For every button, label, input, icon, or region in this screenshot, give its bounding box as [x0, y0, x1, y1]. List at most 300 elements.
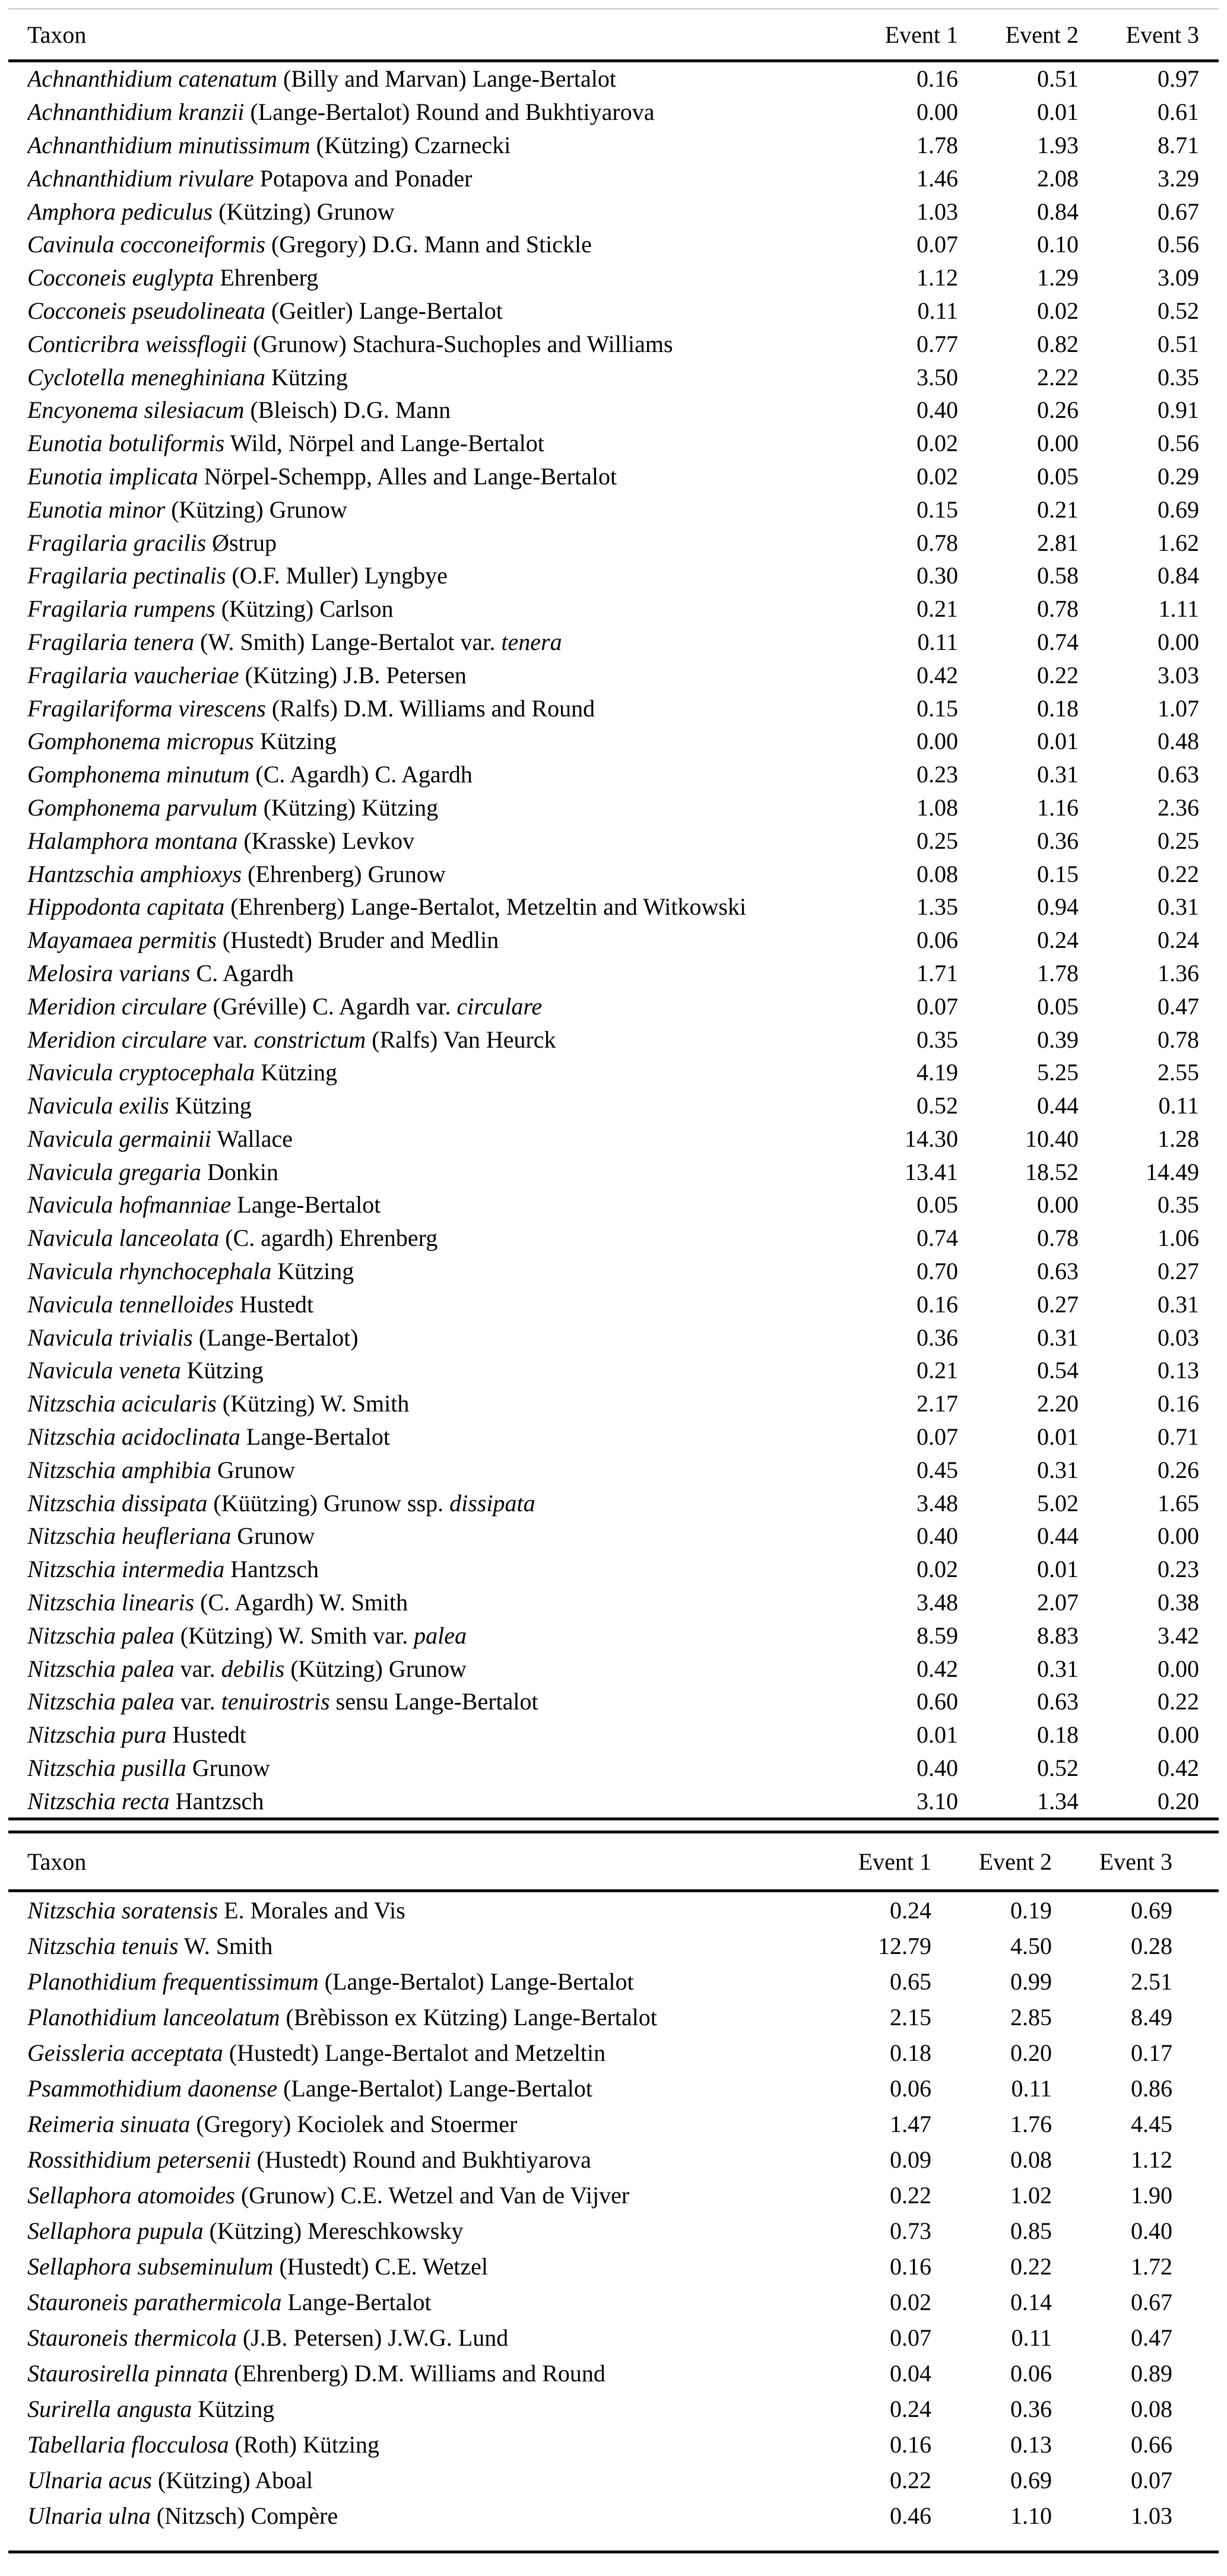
event-2-value: 0.00 [1037, 430, 1079, 457]
taxon-name: Nitzschia intermedia Hantzsch [27, 1556, 319, 1583]
event-1-value: 0.65 [890, 1968, 931, 1995]
event-1-value: 0.40 [917, 1522, 958, 1550]
table-row [0, 195, 1227, 228]
table-row [0, 2355, 1227, 2391]
table-row [0, 294, 1227, 328]
event-3-value: 0.69 [1131, 1896, 1172, 1924]
event-3-value: 0.07 [1131, 2466, 1172, 2493]
taxon-name: Nitzschia recta Hantzsch [27, 1787, 264, 1814]
event-3-value: 8.49 [1131, 2003, 1172, 2031]
event-3-value: 0.51 [1158, 330, 1199, 357]
event-1-value: 0.02 [917, 1556, 958, 1583]
event-2-value: 0.31 [1037, 761, 1079, 788]
event-1-value: 0.16 [890, 2253, 931, 2280]
event-2-value: 2.81 [1037, 529, 1079, 556]
event-1-value: 2.15 [890, 2003, 931, 2031]
event-2-value: 8.83 [1037, 1622, 1079, 1649]
event-2-value: 4.50 [1010, 1932, 1052, 1959]
table-row [0, 1155, 1227, 1188]
event-1-value: 0.11 [917, 628, 958, 655]
event-2-value: 0.10 [1037, 231, 1079, 258]
event-1-value: 0.30 [917, 562, 958, 589]
event-1-value: 0.07 [917, 992, 958, 1020]
event-2-value: 0.22 [1010, 2253, 1052, 2280]
event-1-value: 0.02 [890, 2288, 931, 2315]
taxon-name: Fragilariforma virescens (Ralfs) D.M. Williams and Round [27, 694, 595, 722]
table-row [0, 890, 1227, 924]
event-1-value: 1.12 [917, 264, 958, 291]
event-2-value: 1.93 [1037, 131, 1079, 158]
event-3-value: 3.03 [1158, 661, 1199, 689]
event-2-value: 0.02 [1037, 297, 1079, 324]
table-row [0, 1718, 1227, 1752]
event-2-value: 0.01 [1037, 728, 1079, 755]
table-row [0, 2462, 1227, 2498]
table-row [0, 1453, 1227, 1486]
event-2-value: 0.01 [1037, 99, 1079, 126]
event-2-value: 0.06 [1010, 2359, 1052, 2387]
taxon-name: Rossithidium petersenii (Hustedt) Round and Bukhtiyarova [27, 2146, 591, 2173]
table-row [0, 626, 1227, 659]
event-2-value: 0.13 [1010, 2431, 1052, 2458]
event-1-value: 3.10 [917, 1787, 958, 1814]
table-row [0, 1089, 1227, 1122]
event-1-value: 0.15 [917, 496, 958, 523]
event-1-value: 3.50 [917, 363, 958, 391]
event-3-value: 0.13 [1158, 1357, 1199, 1384]
event-1-value: 0.01 [917, 1721, 958, 1749]
taxon-name: Surirella angusta Kützing [27, 2395, 275, 2422]
table-2-body [0, 1892, 1227, 2533]
event-1-value: 1.08 [917, 794, 958, 821]
taxon-name: Cavinula cocconeiformis (Gregory) D.G. Mann and Stickle [27, 231, 592, 258]
taxon-name: Achnanthidium catenatum (Billy and Marvan) Lange-Bertalot [27, 65, 616, 93]
column-header-event-1: Event 1 [858, 1848, 931, 1875]
event-3-value: 0.25 [1158, 827, 1199, 854]
event-3-value: 0.56 [1158, 231, 1199, 258]
event-2-value: 0.82 [1037, 330, 1079, 357]
table-row [0, 1685, 1227, 1718]
event-2-value: 0.84 [1037, 198, 1079, 225]
table-row [0, 1619, 1227, 1652]
taxon-name: Nitzschia soratensis E. Morales and Vis [27, 1896, 405, 1924]
table-row [0, 2106, 1227, 2142]
table-row [0, 691, 1227, 725]
taxon-name: Sellaphora subseminulum (Hustedt) C.E. Wetzel [27, 2253, 488, 2280]
event-1-value: 12.79 [878, 1932, 931, 1959]
table-row [0, 758, 1227, 791]
event-2-value: 1.76 [1010, 2110, 1052, 2137]
table-row [0, 1652, 1227, 1685]
event-2-value: 0.36 [1037, 827, 1079, 854]
taxon-name: Eunotia botuliformis Wild, Nörpel and Lange-Bertalot [27, 430, 544, 457]
taxon-name: Psammothidium daonense (Lange-Bertalot) Lange-Bertalot [27, 2074, 592, 2102]
event-3-value: 0.97 [1158, 65, 1199, 93]
event-2-value: 0.31 [1037, 1456, 1079, 1483]
taxon-name: Nitzschia acicularis (Kützing) W. Smith [27, 1390, 410, 1417]
taxon-name: Hantzschia amphioxys (Ehrenberg) Grunow [27, 860, 446, 887]
event-3-value: 0.23 [1158, 1556, 1199, 1583]
event-3-value: 0.78 [1158, 1026, 1199, 1053]
table-row [0, 526, 1227, 559]
event-1-value: 0.36 [917, 1324, 958, 1351]
event-3-value: 0.67 [1158, 198, 1199, 225]
table-row [0, 1255, 1227, 1288]
event-3-value: 0.67 [1131, 2288, 1172, 2315]
table-row [0, 2426, 1227, 2462]
event-1-value: 3.48 [917, 1489, 958, 1517]
event-1-value: 0.02 [917, 430, 958, 457]
table-row [0, 2177, 1227, 2213]
taxon-name: Stauroneis parathermicola Lange-Bertalot [27, 2288, 432, 2315]
table-row [0, 2248, 1227, 2284]
event-1-value: 0.40 [917, 1755, 958, 1782]
event-3-value: 2.36 [1158, 794, 1199, 821]
event-1-value: 0.04 [890, 2359, 931, 2387]
event-1-value: 0.11 [917, 297, 958, 324]
event-3-value: 0.86 [1131, 2074, 1172, 2102]
event-3-value: 1.11 [1158, 595, 1199, 623]
table-row [0, 1553, 1227, 1586]
table-row [0, 228, 1227, 261]
column-header-taxon: Taxon [27, 21, 87, 48]
table-row [0, 1519, 1227, 1553]
event-1-value: 0.22 [890, 2181, 931, 2209]
event-3-value: 0.28 [1131, 1932, 1172, 1959]
event-2-value: 0.01 [1037, 1423, 1079, 1451]
event-1-value: 0.77 [917, 330, 958, 357]
event-2-value: 0.11 [1011, 2324, 1052, 2351]
event-2-value: 0.20 [1010, 2039, 1052, 2066]
table-row [0, 2320, 1227, 2355]
event-2-value: 0.99 [1010, 1968, 1052, 1995]
event-3-value: 0.91 [1158, 396, 1199, 424]
event-1-value: 0.42 [917, 1655, 958, 1682]
taxon-name: Fragilaria gracilis Østrup [27, 529, 277, 556]
table-row [0, 62, 1227, 96]
event-2-value: 2.07 [1037, 1589, 1079, 1616]
taxon-name: Navicula exilis Kützing [27, 1092, 252, 1119]
event-2-value: 2.20 [1037, 1390, 1079, 1417]
event-3-value: 1.12 [1131, 2146, 1172, 2173]
event-1-value: 0.73 [890, 2217, 931, 2244]
taxon-name: Sellaphora pupula (Kützing) Mereschkowsky [27, 2217, 464, 2244]
table-row [0, 1999, 1227, 2035]
event-1-value: 0.16 [917, 1290, 958, 1318]
event-3-value: 0.56 [1158, 430, 1199, 457]
taxon-name: Achnanthidium kranzii (Lange-Bertalot) Round and Bukhtiyarova [27, 99, 655, 126]
event-3-value: 0.35 [1158, 363, 1199, 391]
taxon-name: Navicula veneta Kützing [27, 1357, 264, 1384]
event-2-value: 0.22 [1037, 661, 1079, 689]
event-2-value: 5.02 [1037, 1489, 1079, 1517]
event-3-value: 0.16 [1158, 1390, 1199, 1417]
event-3-value: 1.65 [1158, 1489, 1199, 1517]
event-2-value: 0.58 [1037, 562, 1079, 589]
taxon-name: Nitzschia linearis (C. Agardh) W. Smith [27, 1589, 408, 1616]
event-1-value: 0.78 [917, 529, 958, 556]
taxon-name: Fragilaria tenera (W. Smith) Lange-Bertalot var. tenera [27, 628, 562, 655]
event-3-value: 1.07 [1158, 694, 1199, 722]
event-1-value: 0.00 [917, 728, 958, 755]
event-1-value: 8.59 [917, 1622, 958, 1649]
event-1-value: 3.48 [917, 1589, 958, 1616]
event-2-value: 0.94 [1037, 893, 1079, 921]
event-3-value: 0.26 [1158, 1456, 1199, 1483]
table-row [0, 1486, 1227, 1519]
event-2-value: 1.10 [1010, 2502, 1052, 2529]
event-3-value: 0.38 [1158, 1589, 1199, 1616]
event-1-value: 0.06 [890, 2074, 931, 2102]
event-1-value: 0.07 [890, 2324, 931, 2351]
event-1-value: 1.46 [917, 164, 958, 192]
event-1-value: 0.46 [890, 2502, 931, 2529]
event-3-value: 0.00 [1158, 1522, 1199, 1550]
event-3-value: 1.72 [1131, 2253, 1172, 2280]
event-3-value: 0.08 [1131, 2395, 1172, 2422]
taxon-name: Ulnaria acus (Kützing) Aboal [27, 2466, 313, 2493]
event-3-value: 0.31 [1158, 1290, 1199, 1318]
table-row [0, 1023, 1227, 1056]
taxon-name: Nitzschia tenuis W. Smith [27, 1932, 273, 1959]
table-row [0, 1122, 1227, 1156]
event-2-value: 0.18 [1037, 694, 1079, 722]
table-row [0, 1354, 1227, 1387]
event-3-value: 8.71 [1158, 131, 1199, 158]
abundance-table-2 [0, 1831, 1227, 2553]
taxon-name: Tabellaria flocculosa (Roth) Kützing [27, 2431, 379, 2458]
event-3-value: 1.90 [1131, 2181, 1172, 2209]
event-1-value: 0.25 [917, 827, 958, 854]
event-3-value: 0.22 [1158, 860, 1199, 887]
taxon-name: Meridion circulare var. constrictum (Ralfs) Van Heurck [27, 1026, 556, 1053]
event-3-value: 2.51 [1131, 1968, 1172, 1995]
event-2-value: 0.26 [1037, 396, 1079, 424]
event-3-value: 0.66 [1131, 2431, 1172, 2458]
taxon-name: Staurosirella pinnata (Ehrenberg) D.M. Williams and Round [27, 2359, 605, 2387]
event-2-value: 0.05 [1037, 992, 1079, 1020]
taxon-name: Navicula trivialis (Lange-Bertalot) [27, 1324, 359, 1351]
taxon-name: Conticribra weissflogii (Grunow) Stachura-Suchoples and Williams [27, 330, 673, 357]
table-row [0, 1420, 1227, 1454]
taxon-name: Nitzschia acidoclinata Lange-Bertalot [27, 1423, 390, 1451]
event-1-value: 1.71 [917, 959, 958, 986]
table-row [0, 129, 1227, 162]
event-2-value: 0.00 [1037, 1191, 1079, 1219]
event-1-value: 0.07 [917, 1423, 958, 1451]
abundance-table-1 [0, 9, 1227, 1820]
table-row [0, 592, 1227, 626]
taxon-name: Mayamaea permitis (Hustedt) Bruder and Medlin [27, 927, 499, 954]
table-row [0, 2142, 1227, 2177]
taxon-name: Achnanthidium rivulare Potapova and Ponader [27, 164, 473, 192]
event-2-value: 0.63 [1037, 1258, 1079, 1285]
taxon-name: Melosira varians C. Agardh [27, 959, 294, 986]
event-1-value: 4.19 [917, 1059, 958, 1086]
event-3-value: 0.00 [1158, 1721, 1199, 1749]
event-3-value: 0.22 [1158, 1688, 1199, 1715]
event-1-value: 0.35 [917, 1026, 958, 1053]
taxon-name: Navicula hofmanniae Lange-Bertalot [27, 1191, 381, 1219]
event-1-value: 1.03 [917, 198, 958, 225]
event-3-value: 2.55 [1158, 1059, 1199, 1086]
event-1-value: 0.05 [917, 1191, 958, 1219]
table-separator-gap [0, 1820, 1227, 1831]
event-3-value: 0.42 [1158, 1755, 1199, 1782]
taxon-name: Navicula lanceolata (C. agardh) Ehrenberg [27, 1224, 438, 1252]
event-1-value: 0.22 [890, 2466, 931, 2493]
event-1-value: 0.02 [917, 462, 958, 490]
taxon-name: Hippodonta capitata (Ehrenberg) Lange-Bertalot, Metzeltin and Witkowski [27, 893, 747, 921]
event-3-value: 0.47 [1158, 992, 1199, 1020]
event-2-value: 2.85 [1010, 2003, 1052, 2031]
event-3-value: 3.29 [1158, 164, 1199, 192]
table-row [0, 96, 1227, 129]
event-2-value: 0.52 [1037, 1755, 1079, 1782]
event-2-value: 0.11 [1011, 2074, 1052, 2102]
table-row [0, 1222, 1227, 1255]
table-row [0, 1586, 1227, 1619]
event-3-value: 0.69 [1158, 496, 1199, 523]
taxon-name: Navicula gregaria Donkin [27, 1158, 278, 1185]
event-3-value: 1.06 [1158, 1224, 1199, 1252]
event-1-value: 0.23 [917, 761, 958, 788]
table-row [0, 1752, 1227, 1785]
taxon-name: Gomphonema parvulum (Kützing) Kützing [27, 794, 439, 821]
event-2-value: 0.39 [1037, 1026, 1079, 1053]
taxon-name: Gomphonema micropus Kützing [27, 728, 337, 755]
event-2-value: 0.05 [1037, 462, 1079, 490]
event-2-value: 0.51 [1037, 65, 1079, 93]
event-1-value: 1.35 [917, 893, 958, 921]
table-row [0, 924, 1227, 957]
event-2-value: 0.78 [1037, 1224, 1079, 1252]
table-row [0, 1892, 1227, 1928]
event-3-value: 0.35 [1158, 1191, 1199, 1219]
event-1-value: 0.40 [917, 396, 958, 424]
taxon-name: Nitzschia heufleriana Grunow [27, 1522, 315, 1550]
table-row [0, 1928, 1227, 1963]
taxon-name: Fragilaria vaucheriae (Kützing) J.B. Petersen [27, 661, 467, 689]
event-2-value: 0.18 [1037, 1721, 1079, 1749]
taxon-name: Nitzschia dissipata (Küützing) Grunow ssp. dissipata [27, 1489, 535, 1517]
event-3-value: 0.48 [1158, 728, 1199, 755]
column-header-event-3: Event 3 [1099, 1848, 1172, 1875]
event-2-value: 0.21 [1037, 496, 1079, 523]
table-row [0, 2070, 1227, 2106]
taxon-name: Ulnaria ulna (Nitzsch) Compère [27, 2502, 338, 2529]
taxon-name: Navicula rhynchocephala Kützing [27, 1258, 354, 1285]
event-3-value: 0.00 [1158, 1655, 1199, 1682]
event-3-value: 0.63 [1158, 761, 1199, 788]
event-3-value: 1.62 [1158, 529, 1199, 556]
table-row [0, 1188, 1227, 1222]
event-3-value: 0.61 [1158, 99, 1199, 126]
event-3-value: 0.27 [1158, 1258, 1199, 1285]
taxon-name: Amphora pediculus (Kützing) Grunow [27, 198, 395, 225]
table-row [0, 460, 1227, 493]
event-1-value: 0.18 [890, 2039, 931, 2066]
table-row [0, 360, 1227, 394]
event-1-value: 0.45 [917, 1456, 958, 1483]
table-row [0, 2035, 1227, 2070]
event-1-value: 0.21 [917, 1357, 958, 1384]
table-row [0, 1387, 1227, 1420]
event-3-value: 1.03 [1131, 2502, 1172, 2529]
event-2-value: 0.19 [1010, 1896, 1052, 1924]
event-1-value: 0.16 [917, 65, 958, 93]
table-row [0, 493, 1227, 526]
event-1-value: 0.16 [890, 2431, 931, 2458]
table-row [0, 2213, 1227, 2248]
column-header-event-1: Event 1 [884, 21, 958, 48]
table-row [0, 857, 1227, 890]
event-3-value: 0.47 [1131, 2324, 1172, 2351]
event-2-value: 0.74 [1037, 628, 1079, 655]
taxon-name: Reimeria sinuata (Gregory) Kociolek and Stoermer [27, 2110, 518, 2137]
event-1-value: 0.74 [917, 1224, 958, 1252]
taxon-name: Geissleria acceptata (Hustedt) Lange-Bertalot and Metzeltin [27, 2039, 606, 2066]
table-2-bottom-rule [8, 2550, 1219, 2553]
table-row [0, 957, 1227, 990]
table-row [0, 2284, 1227, 2320]
event-2-value: 0.24 [1037, 927, 1079, 954]
taxon-name: Cyclotella meneghiniana Kützing [27, 363, 348, 391]
taxon-name: Navicula germainii Wallace [27, 1125, 293, 1152]
table-1-header-row [0, 9, 1227, 59]
table-row [0, 791, 1227, 824]
taxon-name: Sellaphora atomoides (Grunow) C.E. Wetzel and Van de Vijver [27, 2181, 630, 2209]
column-header-event-3: Event 3 [1125, 21, 1199, 48]
event-3-value: 0.24 [1158, 927, 1199, 954]
event-2-value: 0.08 [1010, 2146, 1052, 2173]
table-row [0, 1056, 1227, 1089]
table-row [0, 559, 1227, 592]
column-header-event-2: Event 2 [1005, 21, 1079, 48]
table-row [0, 658, 1227, 691]
taxon-name: Cocconeis pseudolineata (Geitler) Lange-Bertalot [27, 297, 503, 324]
event-1-value: 0.07 [917, 231, 958, 258]
event-1-value: 13.41 [905, 1158, 958, 1185]
event-1-value: 0.21 [917, 595, 958, 623]
event-2-value: 0.36 [1010, 2395, 1052, 2422]
event-2-value: 0.14 [1010, 2288, 1052, 2315]
event-3-value: 0.89 [1131, 2359, 1172, 2387]
table-row [0, 427, 1227, 460]
event-2-value: 2.08 [1037, 164, 1079, 192]
event-2-value: 1.78 [1037, 959, 1079, 986]
event-1-value: 1.78 [917, 131, 958, 158]
event-3-value: 0.71 [1158, 1423, 1199, 1451]
taxon-name: Navicula cryptocephala Kützing [27, 1059, 338, 1086]
taxon-name: Nitzschia palea var. debilis (Kützing) Grunow [27, 1655, 467, 1682]
table-row [0, 2498, 1227, 2533]
event-3-value: 0.31 [1158, 893, 1199, 921]
event-1-value: 0.15 [917, 694, 958, 722]
column-header-event-2: Event 2 [978, 1848, 1052, 1875]
event-2-value: 1.16 [1037, 794, 1079, 821]
taxon-name: Meridion circulare (Gréville) C. Agardh var. circulare [27, 992, 543, 1020]
event-1-value: 0.60 [917, 1688, 958, 1715]
event-3-value: 0.00 [1158, 628, 1199, 655]
event-2-value: 0.54 [1037, 1357, 1079, 1384]
taxon-name: Encyonema silesiacum (Bleisch) D.G. Mann [27, 396, 451, 424]
taxon-name: Nitzschia palea (Kützing) W. Smith var. palea [27, 1622, 467, 1649]
taxon-name: Eunotia minor (Kützing) Grunow [27, 496, 347, 523]
table-1-body [0, 62, 1227, 1817]
event-3-value: 0.29 [1158, 462, 1199, 490]
taxon-name: Planothidium lanceolatum (Brèbisson ex Kützing) Lange-Bertalot [27, 2003, 657, 2031]
